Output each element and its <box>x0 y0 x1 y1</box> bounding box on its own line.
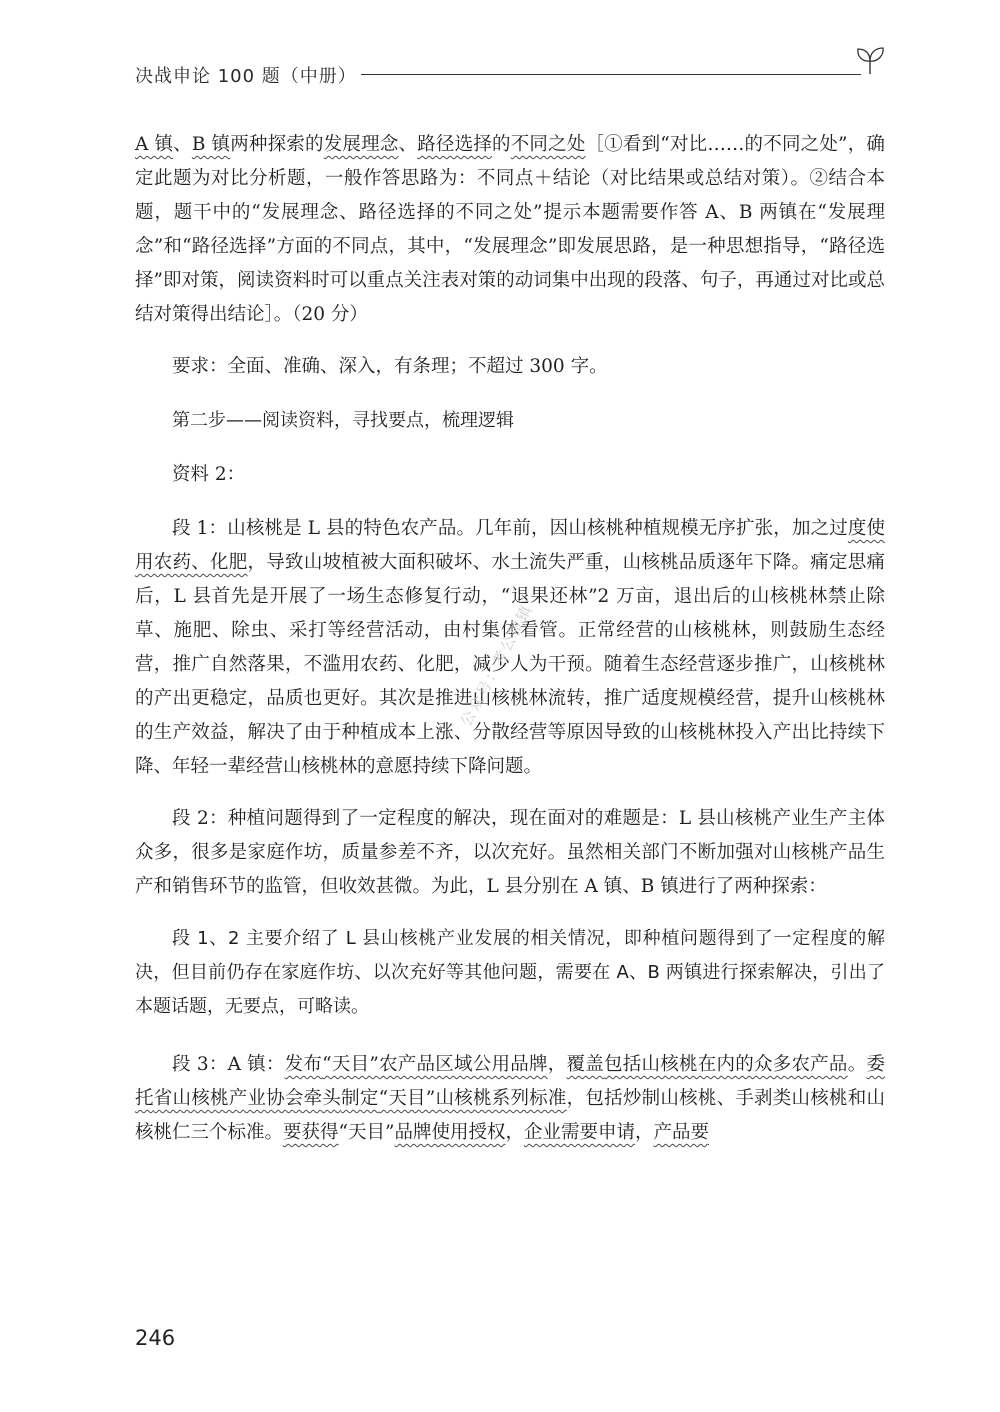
underlined-term: 企业需要申请 <box>523 1122 635 1143</box>
underlined-term: 不同之处 <box>510 134 586 155</box>
underlined-term: A 镇 <box>135 134 174 155</box>
underlined-term: “天目”农产品区域公用品牌 <box>322 1054 548 1075</box>
material-paragraph-2: 段 2：种植问题得到了一定程度的解决，现在面对的难题是：L 县山核桃产业生产主体众多，很多是家庭作坊，质量参差不齐，以次充好。虽然相关部门不断加强对山核桃产品生产和销售环节的监管，但收效甚微。为此，L 县分别在 A 镇、B 镇进行了两种探索： <box>135 808 885 897</box>
running-header <box>135 60 885 96</box>
underlined-term: 省山核桃产业协会牵头 <box>153 1088 342 1109</box>
sprout-icon <box>851 40 891 80</box>
underlined-term: B 镇 <box>191 134 231 155</box>
underlined-term: 品牌使用授权 <box>394 1122 506 1143</box>
underlined-term: 包括山核桃在内的众多农产品 <box>603 1054 848 1075</box>
underlined-term: 制定 <box>341 1088 379 1109</box>
underlined-term: 度使用农药、化肥 <box>135 518 885 573</box>
underlined-term: 委托 <box>135 1054 885 1109</box>
step-heading: 第二步——阅读资料，寻找要点，梳理逻辑 <box>172 410 514 431</box>
watermark: 公众号：考公微镇 <box>456 600 537 730</box>
page-number: 246 <box>135 1326 176 1350</box>
requirement: 要求：全面、准确、深入，有条理；不超过 300 字。 <box>172 356 608 377</box>
underlined-term: 发展理念 <box>323 134 399 155</box>
material-paragraph-3: 段 3：A 镇：发布“天目”农产品区域公用品牌，覆盖包括山核桃在内的众多农产品。委托省山核桃产业协会牵头制定“天目”山核桃系列标准，包括炒制山核桃、手剥类山核桃和山核桃仁三个标准。要获得“天目”品牌使用授权，企业需要申请，产品要 <box>135 1054 885 1143</box>
underlined-term: 覆盖 <box>566 1054 604 1075</box>
underlined-term: 产品要 <box>653 1122 710 1143</box>
analysis-note: 段 1、2 主要介绍了 L 县山核桃产业发展的相关情况，即种植问题得到了一定程度的解决，但目前仍存在家庭作坊、以次充好等其他问题，需要在 A、B 两镇进行探索解决，引出了本题话题，无要点，可略读。 <box>135 928 885 1017</box>
question-prompt: A 镇、B 镇两种探索的发展理念、路径选择的不同之处［①看到“对比……的不同之处”，确定此题为对比分析题，一般作答思路为：不同点＋结论（对比结果或总结对策）。②结合本题，题干中的“发展理念、路径选择的不同之处”提示本题需要作答 A、B 两镇在“发展理念”和“路径选择”方面的不同点，其中，“发展理念”即发展思路，是一种思想指导，“路径选择”即对策，阅读资料时可以重点关注表对策的动词集中出现的段落、句子，再通过对比或总结对策得出结论］。（20 分） <box>135 134 885 325</box>
material-label: 资料 2： <box>172 464 246 485</box>
material-paragraph-1: 段 1：山核桃是 L 县的特色农产品。几年前，因山核桃种植规模无序扩张，加之过度使用农药、化肥，导致山坡植被大面积破坏、水土流失严重，山核桃品质逐年下降。痛定思痛后，L 县首先是开展了一场生态修复行动，“退果还林”2 万亩，退出后的山核桃林禁止除草、施肥、除虫、采打等经营活动，由村集体看管。正常经营的山核桃林，则鼓励生态经营，推广自然落果，不滥用农药、化肥，减少人为干预。随着生态经营逐步推广，山核桃林的产出更稳定，品质也更好。其次是推进山核桃林流转，推广适度规模经营，提升山核桃林的生产效益，解决了由于种植成本上涨、分散经营等原因导致的山核桃林投入产出比持续下降、年轻一辈经营山核桃林的意愿持续下降问题。 <box>135 518 885 777</box>
underlined-term: 发布 <box>284 1054 323 1075</box>
underlined-term: “天目”山核桃系列标准 <box>378 1088 567 1109</box>
underlined-term: 要获得 <box>283 1122 339 1143</box>
book-title: 决战申论 100 题（中册） <box>135 66 357 87</box>
underlined-term: 路径选择 <box>417 134 493 155</box>
header-rule <box>361 74 861 75</box>
